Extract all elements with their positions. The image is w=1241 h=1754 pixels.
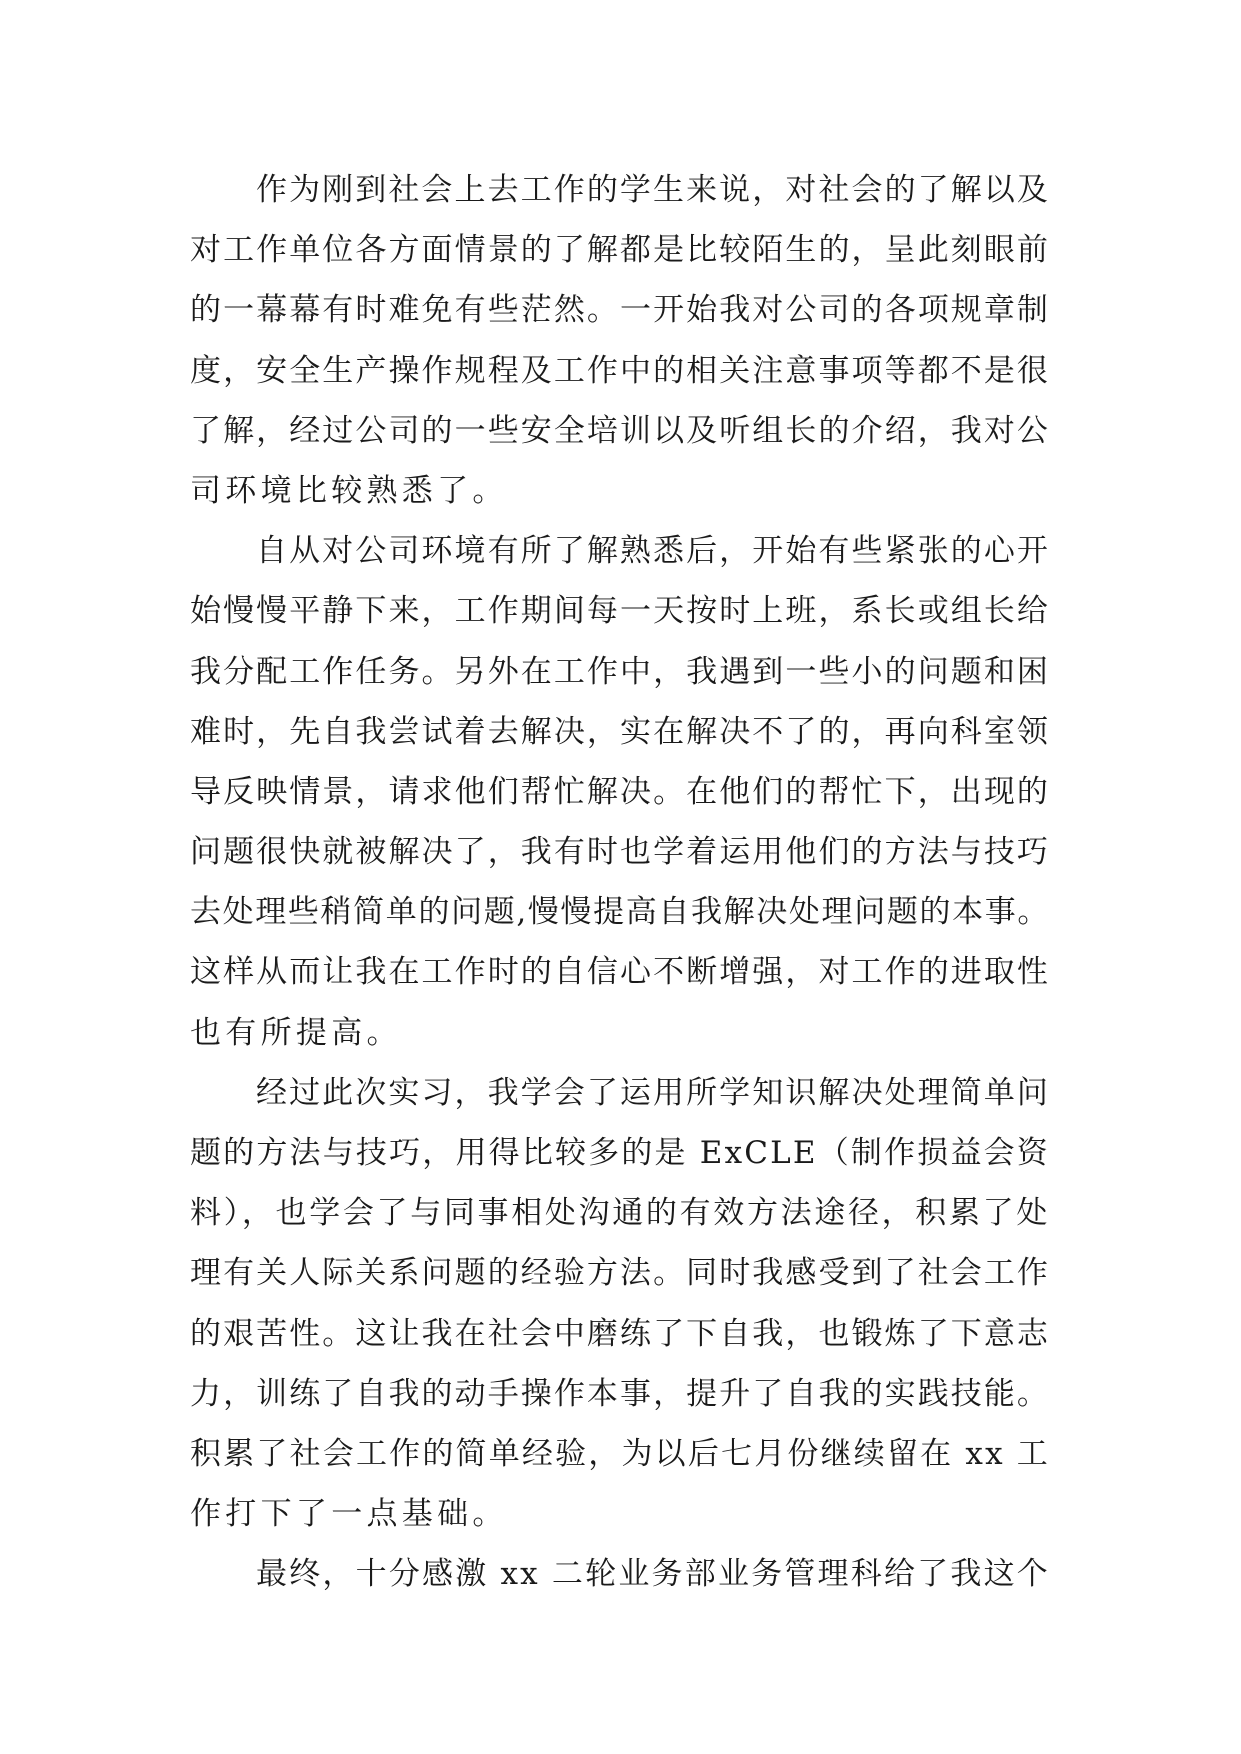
paragraph-1-line-2: 对工作单位各方面情景的了解都是比较陌生的，呈此刻眼前 <box>190 232 1051 269</box>
paragraph-2-line-9: 也有所提高。 <box>190 1014 402 1051</box>
paragraph-3-line-6: 力，训练了自我的动手操作本事，提升了自我的实践技能。 <box>190 1375 1051 1412</box>
paragraph-2-line-2: 始慢慢平静下来，工作期间每一天按时上班，系长或组长给 <box>190 593 1051 630</box>
paragraph-1-line-6: 司环境比较熟悉了。 <box>190 472 508 509</box>
paragraph-4-line-1: 最终，十分感激 xx 二轮业务部业务管理科给了我这个 <box>256 1556 1050 1593</box>
paragraph-1-line-5: 了解，经过公司的一些安全培训以及听组长的介绍，我对公 <box>190 412 1051 449</box>
paragraph-3-line-1: 经过此次实习，我学会了运用所学知识解决处理简单问 <box>256 1074 1050 1111</box>
paragraph-3-line-4: 理有关人际关系问题的经验方法。同时我感受到了社会工作 <box>190 1255 1051 1292</box>
paragraph-2-line-5: 导反映情景，请求他们帮忙解决。在他们的帮忙下，出现的 <box>190 773 1051 810</box>
paragraph-1-line-3: 的一幕幕有时难免有些茫然。一开始我对公司的各项规章制 <box>190 292 1051 329</box>
paragraph-3-line-5: 的艰苦性。这让我在社会中磨练了下自我，也锻炼了下意志 <box>190 1315 1051 1352</box>
paragraph-2-line-6: 问题很快就被解决了，我有时也学着运用他们的方法与技巧 <box>190 834 1051 871</box>
paragraph-3-line-2: 题的方法与技巧，用得比较多的是 ExCLE（制作损益会资 <box>190 1135 1050 1171</box>
paragraph-3-line-7: 积累了社会工作的简单经验，为以后七月份继续留在 xx 工 <box>190 1435 1050 1472</box>
paragraph-1-line-4: 度，安全生产操作规程及工作中的相关注意事项等都不是很 <box>190 352 1051 389</box>
paragraph-3-line-3: 料），也学会了与同事相处沟通的有效方法途径，积累了处 <box>190 1195 1051 1232</box>
paragraph-2-line-3: 我分配工作任务。另外在工作中，我遇到一些小的问题和困 <box>190 653 1051 690</box>
paragraph-1-line-1: 作为刚到社会上去工作的学生来说，对社会的了解以及 <box>256 172 1050 208</box>
document-body <box>190 160 1050 1605</box>
paragraph-2-line-8: 这样从而让我在工作时的自信心不断增强，对工作的进取性 <box>190 954 1051 991</box>
paragraph-2-line-1: 自从对公司环境有所了解熟悉后，开始有些紧张的心开 <box>256 533 1050 570</box>
paragraph-3-line-8: 作打下了一点基础。 <box>190 1496 508 1533</box>
paragraph-2-line-7: 去处理些稍简单的问题,慢慢提高自我解决处理问题的本事。 <box>190 894 1050 931</box>
paragraph-2-line-4: 难时，先自我尝试着去解决，实在解决不了的，再向科室领 <box>190 713 1051 750</box>
